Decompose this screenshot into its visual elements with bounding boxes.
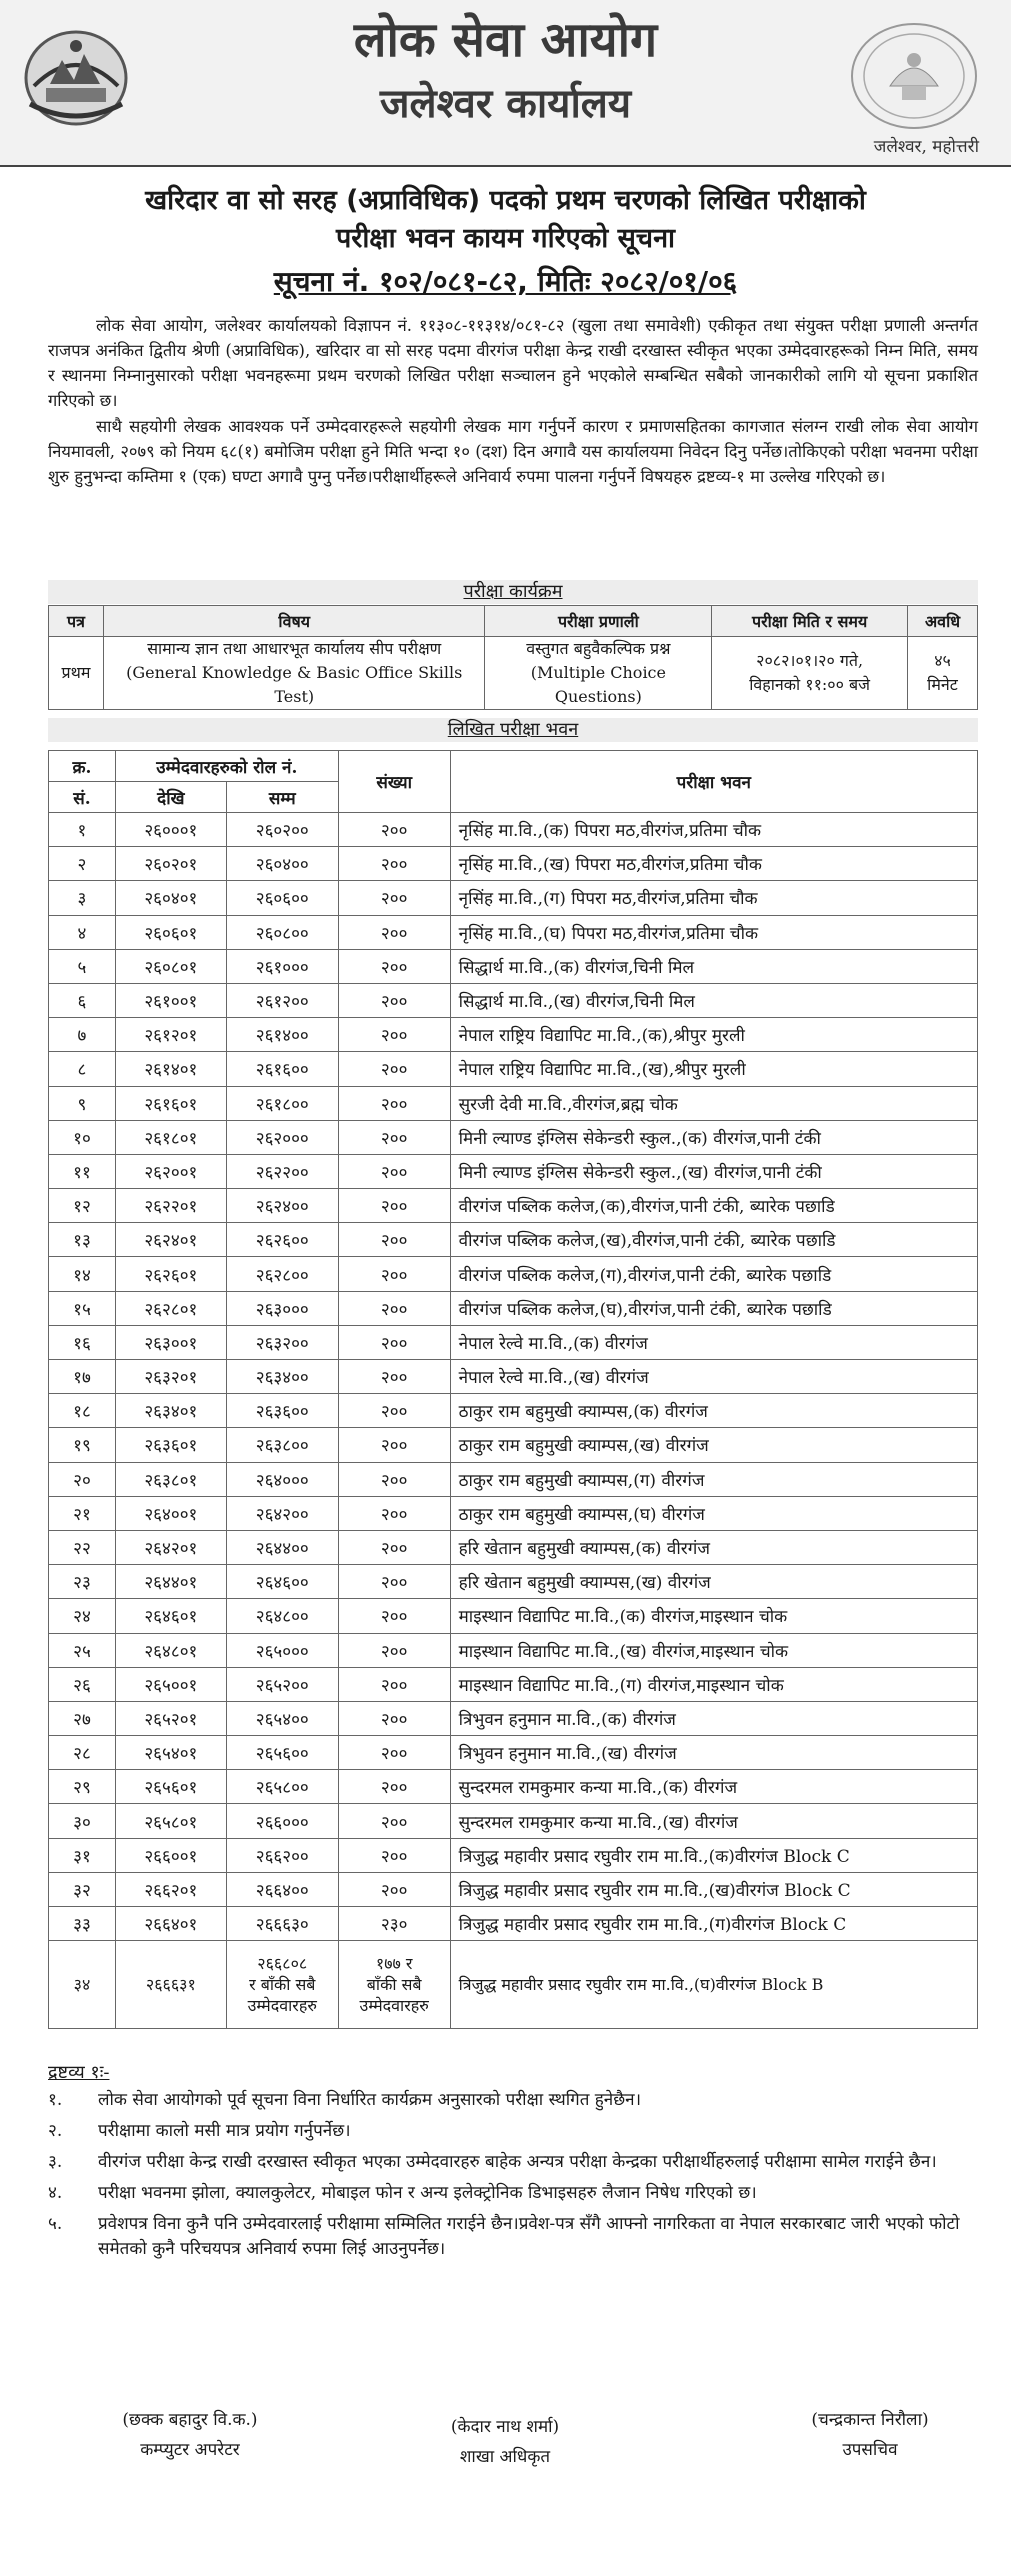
table-row	[49, 1223, 978, 1257]
sn-cell: २२	[49, 1530, 116, 1564]
venue-cell: ठाकुर राम बहुमुखी क्याम्पस,(क) वीरगंज	[450, 1394, 977, 1428]
count-cell: २००	[338, 1496, 450, 1530]
office-name: जलेश्वर कार्यालय	[379, 80, 632, 127]
count-line: उम्मेदवारहरु	[359, 1996, 429, 2016]
from-cell: २६६६३१	[115, 1941, 226, 2029]
to-cell: २६३०००	[226, 1291, 338, 1325]
note-number: १.	[48, 2090, 63, 2110]
col-venue: परीक्षा भवन	[450, 751, 977, 813]
from-cell: २६४००१	[115, 1496, 226, 1530]
instructions-paragraph: साथै सहयोगी लेखक आवश्यक पर्ने उम्मेदवारहरूले सहयोगी लेखक माग गर्नुपर्ने कारण र प्रमाणसहितका कागजात संलग्न राखी लोक सेवा आयोग नियमावली, २०७९ को नियम ६८(१) बमोजिम परीक्षा हुने मिति भन्दा १० (दश) दिन अगावै यस कार्यालयमा निवेदन दिनु पर्नेछ।तोकिएको परीक्षा भवनमा परीक्षा शुरु हुनुभन्दा कम्तिमा १ (एक) घण्टा अगावै पुग्नु पर्नेछ।परीक्षार्थीहरूले अनिवार्य रुपमा पालना गर्नुपर्ने विषयहरु द्रष्टव्य-१ मा उल्लेख गरिएको छ।	[48, 417, 978, 486]
count-cell: २००	[338, 1257, 450, 1291]
col-system: परीक्षा प्रणाली	[485, 606, 712, 637]
sn-cell: ३३	[49, 1907, 116, 1941]
table-row	[49, 1565, 978, 1599]
to-cell: २६२२००	[226, 1154, 338, 1188]
to-cell: २६६६३०	[226, 1907, 338, 1941]
count-cell: २००	[338, 1120, 450, 1154]
venue-cell: वीरगंज पब्लिक कलेज,(क),वीरगंज,पानी टंकी, ब्यारेक पछाडि	[450, 1189, 977, 1223]
venue-cell: नेपाल राष्ट्रिय विद्यापिट मा.वि.,(क),श्रीपुर मुरली	[450, 1018, 977, 1052]
to-cell: २६१०००	[226, 949, 338, 983]
from-cell: २६५६०१	[115, 1770, 226, 1804]
letterhead	[0, 0, 1011, 167]
count-cell: २००	[338, 1462, 450, 1496]
table-row	[49, 1257, 978, 1291]
psc-seal-icon	[846, 20, 982, 132]
note-text: परीक्षा भवनमा झोला, क्यालकुलेटर, मोबाइल फोन र अन्य इलेक्ट्रोनिक डिभाइसहरु लैजान निषेध गरिएको छ।	[98, 2183, 757, 2203]
to-cell: २६१४००	[226, 1018, 338, 1052]
count-cell: २००	[338, 847, 450, 881]
sn-cell: १७	[49, 1360, 116, 1394]
notice-title-line2: परीक्षा भवन कायम गरिएको सूचना	[335, 223, 676, 254]
to-cell: २६३८००	[226, 1428, 338, 1462]
venue-caption: लिखित परीक्षा भवन	[48, 718, 978, 742]
venue-cell: त्रिजुद्ध महावीर प्रसाद रघुवीर राम मा.वि.,(क)वीरगंज Block C	[450, 1838, 977, 1872]
to-cell: २६२८००	[226, 1257, 338, 1291]
count-cell: २००	[338, 1565, 450, 1599]
from-cell: २६२८०१	[115, 1291, 226, 1325]
program-header-row	[49, 606, 978, 637]
from-cell: २६२४०१	[115, 1223, 226, 1257]
to-cell: २६२६००	[226, 1223, 338, 1257]
table-row	[49, 1086, 978, 1120]
subject-np: सामान्य ज्ञान तथा आधारभूत कार्यालय सीप परीक्षण	[147, 639, 442, 658]
venue-cell: सिद्धार्थ मा.वि.,(ख) वीरगंज,चिनी मिल	[450, 983, 977, 1017]
notice-title-line1: खरिदार वा सो सरह (अप्राविधिक) पदको प्रथम चरणको लिखित परीक्षाको	[145, 185, 866, 216]
signatory-role: उपसचिव	[842, 2440, 898, 2460]
venue-cell: माइस्थान विद्यापिट मा.वि.,(क) वीरगंज,माइस्थान चोक	[450, 1599, 977, 1633]
table-row	[49, 1394, 978, 1428]
venue-cell: नेपाल रेल्वे मा.वि.,(क) वीरगंज	[450, 1325, 977, 1359]
table-row	[49, 1941, 978, 2029]
sn-cell: २	[49, 847, 116, 881]
to-cell: २६६४००	[226, 1872, 338, 1906]
venue-cell: नृसिंह मा.वि.,(क) पिपरा मठ,वीरगंज,प्रतिमा चौक	[450, 813, 977, 847]
table-row	[49, 1360, 978, 1394]
to-cell: २६०२००	[226, 813, 338, 847]
table-row	[49, 1462, 978, 1496]
count-cell: २००	[338, 1804, 450, 1838]
note-text: प्रवेशपत्र विना कुनै पनि उम्मेदवारलाई परीक्षामा सम्मिलित गराईने छैन।प्रवेश-पत्र सँगै आफ्नो नागरिकता वा नेपाल सरकारबाट जारी भएको फोटो समेतको कुनै परिचयपत्र अनिवार्य रुपमा लिई आउनुपर्नेछ।	[98, 2214, 960, 2259]
venue-cell: वीरगंज पब्लिक कलेज,(ग),वीरगंज,पानी टंकी, ब्यारेक पछाडि	[450, 1257, 977, 1291]
venue-cell: त्रिजुद्ध महावीर प्रसाद रघुवीर राम मा.वि.,(घ)वीरगंज Block B	[450, 1941, 977, 2029]
table-row	[49, 1496, 978, 1530]
count-cell: २००	[338, 1018, 450, 1052]
sn-cell: ३	[49, 881, 116, 915]
col-subject: विषय	[103, 606, 485, 637]
note-text: वीरगंज परीक्षा केन्द्र राखी दरखास्त स्वीकृत भएका उम्मेदवारहरु बाहेक अन्यत्र परीक्षा केन्द्रका परीक्षार्थीहरुलाई परीक्षामा सामेल गराईने छैन।	[98, 2152, 937, 2172]
venue-rows	[49, 813, 978, 2029]
count-cell: २००	[338, 1838, 450, 1872]
col-from: देखि	[115, 782, 226, 813]
count-cell: २००	[338, 1052, 450, 1086]
office-location: जलेश्वर, महोत्तरी	[873, 137, 979, 157]
to-cell: २६३६००	[226, 1394, 338, 1428]
venue-cell: ठाकुर राम बहुमुखी क्याम्पस,(ग) वीरगंज	[450, 1462, 977, 1496]
sn-cell: ६	[49, 983, 116, 1017]
sn-cell: १२	[49, 1189, 116, 1223]
table-row	[49, 1838, 978, 1872]
note-text: लोक सेवा आयोगको पूर्व सूचना विना निर्धारित कार्यक्रम अनुसारको परीक्षा स्थगित हुनेछैन।	[98, 2090, 642, 2110]
paper-cell: प्रथम	[49, 637, 104, 710]
col-roll: उम्मेदवारहरुको रोल नं.	[115, 751, 338, 782]
from-cell: २६०२०१	[115, 847, 226, 881]
table-row	[49, 1804, 978, 1838]
exam-time: विहानको ११:०० बजे	[749, 675, 871, 694]
sn-cell: ७	[49, 1018, 116, 1052]
count-cell: २००	[338, 1291, 450, 1325]
sn-cell: ३४	[49, 1941, 116, 2029]
count-cell: २००	[338, 1872, 450, 1906]
count-cell: २००	[338, 915, 450, 949]
from-cell: २६०६०१	[115, 915, 226, 949]
venue-cell: वीरगंज पब्लिक कलेज,(घ),वीरगंज,पानी टंकी, ब्यारेक पछाडि	[450, 1291, 977, 1325]
venue-cell: मिनी ल्याण्ड इंग्लिस सेकेन्डरी स्कुल.,(ख) वीरगंज,पानी टंकी	[450, 1154, 977, 1188]
venue-cell: ठाकुर राम बहुमुखी क्याम्पस,(ख) वीरगंज	[450, 1428, 977, 1462]
to-cell: २६५६००	[226, 1736, 338, 1770]
duration-cell	[908, 637, 978, 710]
sn-cell: ४	[49, 915, 116, 949]
table-row	[49, 1770, 978, 1804]
datetime-cell	[712, 637, 908, 710]
count-cell: २००	[338, 1770, 450, 1804]
sn-cell: २९	[49, 1770, 116, 1804]
intro-paragraph: लोक सेवा आयोग, जलेश्वर कार्यालयको विज्ञापन नं. ११३०८-११३१४/०८१-८२ (खुला तथा समावेशी) एकीकृत तथा संयुक्त परीक्षा प्रणाली अन्तर्गत राजपत्र अनंकित द्वितीय श्रेणी (अप्राविधिक), खरिदार वा सो सरह पदमा वीरगंज परीक्षा केन्द्र राखी दरखास्त स्वीकृत भएका उम्मेदवारहरूको निम्न मिति, समय र स्थानमा निम्नानुसारको परीक्षा भवनहरूमा प्रथम चरणको लिखित परीक्षा सञ्चालन हुने भएकोले सम्बन्धित सबैको जानकारीको लागि यो सूचना प्रकाशित गरिएको छ।	[48, 316, 978, 410]
from-cell: २६६४०१	[115, 1907, 226, 1941]
to-cell: २६४४००	[226, 1530, 338, 1564]
venue-cell: सुरजी देवी मा.वि.,वीरगंज,ब्रह्म चोक	[450, 1086, 977, 1120]
to-cell: २६३४००	[226, 1360, 338, 1394]
count-cell: २००	[338, 1086, 450, 1120]
table-row	[49, 1052, 978, 1086]
to-cell: २६४०००	[226, 1462, 338, 1496]
from-cell: २६३६०१	[115, 1428, 226, 1462]
signatory-name: (चन्द्रकान्त निरौला)	[811, 2410, 929, 2430]
sn-cell: २४	[49, 1599, 116, 1633]
sn-cell: ३२	[49, 1872, 116, 1906]
signature-block	[770, 2405, 970, 2465]
table-row	[49, 813, 978, 847]
count-cell: २००	[338, 1189, 450, 1223]
venue-cell: माइस्थान विद्यापिट मा.वि.,(ग) वीरगंज,माइस्थान चोक	[450, 1667, 977, 1701]
venue-cell: नृसिंह मा.वि.,(ख) पिपरा मठ,वीरगंज,प्रतिमा चौक	[450, 847, 977, 881]
table-row	[49, 1736, 978, 1770]
table-row	[49, 1599, 978, 1633]
from-cell: २६०००१	[115, 813, 226, 847]
note-item	[48, 2181, 978, 2206]
sn-cell: १९	[49, 1428, 116, 1462]
to-cell: २६४६००	[226, 1565, 338, 1599]
signatory-role: शाखा अधिकृत	[459, 2447, 551, 2467]
sn-cell: ९	[49, 1086, 116, 1120]
from-cell: २६२६०१	[115, 1257, 226, 1291]
from-cell: २६०४०१	[115, 881, 226, 915]
to-cell: २६४२००	[226, 1496, 338, 1530]
from-cell: २६६२०१	[115, 1872, 226, 1906]
venue-cell: वीरगंज पब्लिक कलेज,(ख),वीरगंज,पानी टंकी, ब्यारेक पछाडि	[450, 1223, 977, 1257]
table-row	[49, 915, 978, 949]
from-cell: २६१००१	[115, 983, 226, 1017]
count-cell: २००	[338, 1530, 450, 1564]
table-row	[49, 881, 978, 915]
program-caption: परीक्षा कार्यक्रम	[48, 580, 978, 604]
table-row	[49, 983, 978, 1017]
duration-value: ४५	[934, 651, 951, 670]
venue-cell: नेपाल राष्ट्रिय विद्यापिट मा.वि.,(ख),श्रीपुर मुरली	[450, 1052, 977, 1086]
from-cell: २६१२०१	[115, 1018, 226, 1052]
venue-cell: सुन्दरमल रामकुमार कन्या मा.वि.,(क) वीरगंज	[450, 1770, 977, 1804]
duration-unit: मिनेट	[927, 675, 958, 694]
exam-venue-table	[48, 750, 978, 2029]
sn-cell: ५	[49, 949, 116, 983]
count-cell	[338, 1941, 450, 2029]
table-row	[49, 1018, 978, 1052]
sn-cell: २७	[49, 1701, 116, 1735]
note-number: ५.	[48, 2214, 63, 2234]
from-cell: २६३८०१	[115, 1462, 226, 1496]
from-cell: २६६००१	[115, 1838, 226, 1872]
org-name: लोक सेवा आयोग	[353, 12, 658, 68]
signatory-name: (छक्क बहादुर वि.क.)	[122, 2410, 258, 2430]
sn-cell: १४	[49, 1257, 116, 1291]
table-row	[49, 1154, 978, 1188]
count-cell: २००	[338, 1633, 450, 1667]
count-cell: २३०	[338, 1907, 450, 1941]
from-cell: २६३००१	[115, 1325, 226, 1359]
count-cell: २००	[338, 881, 450, 915]
from-cell: २६३४०१	[115, 1394, 226, 1428]
venue-cell: माइस्थान विद्यापिट मा.वि.,(ख) वीरगंज,माइस्थान चोक	[450, 1633, 977, 1667]
from-cell: २६१८०१	[115, 1120, 226, 1154]
count-cell: २००	[338, 1701, 450, 1735]
from-cell: २६५००१	[115, 1667, 226, 1701]
count-cell: २००	[338, 813, 450, 847]
note-item	[48, 2088, 978, 2113]
from-cell: २६४४०१	[115, 1565, 226, 1599]
count-cell: २००	[338, 983, 450, 1017]
from-cell: २६५२०१	[115, 1701, 226, 1735]
table-row	[49, 1872, 978, 1906]
count-cell: २००	[338, 1360, 450, 1394]
venue-cell: नृसिंह मा.वि.,(ग) पिपरा मठ,वीरगंज,प्रतिमा चौक	[450, 881, 977, 915]
sn-cell: ३०	[49, 1804, 116, 1838]
sn-cell: २०	[49, 1462, 116, 1496]
count-cell: २००	[338, 1223, 450, 1257]
sn-cell: १८	[49, 1394, 116, 1428]
count-cell: २००	[338, 1325, 450, 1359]
from-cell: २६५८०१	[115, 1804, 226, 1838]
to-cell: २६६०००	[226, 1804, 338, 1838]
subject-en: (General Knowledge & Basic Office Skills Test)	[126, 663, 463, 706]
to-cell: २६०४००	[226, 847, 338, 881]
count-line: बाँकी सबै	[366, 1975, 422, 1995]
from-cell: २६२००१	[115, 1154, 226, 1188]
subject-cell	[103, 637, 485, 710]
to-cell: २६०६००	[226, 881, 338, 915]
signature-block	[395, 2412, 615, 2472]
note-item	[48, 2119, 978, 2144]
venue-header-row	[49, 751, 978, 782]
system-cell	[485, 637, 712, 710]
to-cell: २६५४००	[226, 1701, 338, 1735]
table-row	[49, 1907, 978, 1941]
sn-cell: ३१	[49, 1838, 116, 1872]
from-cell: २६५४०१	[115, 1736, 226, 1770]
to-line: उम्मेदवारहरु	[247, 1996, 317, 2016]
sn-cell: १६	[49, 1325, 116, 1359]
to-cell	[226, 1941, 338, 2029]
table-row	[49, 1701, 978, 1735]
table-row	[49, 1120, 978, 1154]
to-cell: २६५०००	[226, 1633, 338, 1667]
venue-cell: त्रिभुवन हनुमान मा.वि.,(क) वीरगंज	[450, 1701, 977, 1735]
notice-number: सूचना नं. १०२/०८१-८२, मितिः २०८२/०१/०६	[273, 265, 738, 298]
venue-cell: सुन्दरमल रामकुमार कन्या मा.वि.,(ख) वीरगंज	[450, 1804, 977, 1838]
note-item	[48, 2150, 978, 2175]
note-number: ४.	[48, 2183, 63, 2203]
to-cell: २६२४००	[226, 1189, 338, 1223]
venue-cell: त्रिजुद्ध महावीर प्रसाद रघुवीर राम मा.वि.,(ग)वीरगंज Block C	[450, 1907, 977, 1941]
table-row	[49, 949, 978, 983]
sn-cell: ११	[49, 1154, 116, 1188]
to-cell: २६६२००	[226, 1838, 338, 1872]
sn-cell: १५	[49, 1291, 116, 1325]
to-cell: २६५८००	[226, 1770, 338, 1804]
system-np: वस्तुगत बहुवैकल्पिक प्रश्न	[526, 639, 671, 658]
sn-cell: १	[49, 813, 116, 847]
note-item	[48, 2212, 978, 2262]
table-row	[49, 1291, 978, 1325]
table-row	[49, 1428, 978, 1462]
table-row	[49, 1325, 978, 1359]
sn-cell: २३	[49, 1565, 116, 1599]
venue-cell: त्रिजुद्ध महावीर प्रसाद रघुवीर राम मा.वि.,(ख)वीरगंज Block C	[450, 1872, 977, 1906]
from-cell: २६४२०१	[115, 1530, 226, 1564]
to-cell: २६१६००	[226, 1052, 338, 1086]
count-cell: २००	[338, 1599, 450, 1633]
from-cell: २६१४०१	[115, 1052, 226, 1086]
from-cell: २६२२०१	[115, 1189, 226, 1223]
count-cell: २००	[338, 949, 450, 983]
to-cell: २६१८००	[226, 1086, 338, 1120]
note-number: २.	[48, 2121, 63, 2141]
signature-block	[80, 2405, 300, 2465]
venue-cell: त्रिभुवन हनुमान मा.वि.,(ख) वीरगंज	[450, 1736, 977, 1770]
venue-cell: ठाकुर राम बहुमुखी क्याम्पस,(घ) वीरगंज	[450, 1496, 977, 1530]
col-count: संख्या	[338, 751, 450, 813]
to-cell: २६१२००	[226, 983, 338, 1017]
exam-date: २०८२।०१।२० गते,	[756, 651, 864, 670]
from-cell: २६१६०१	[115, 1086, 226, 1120]
from-cell: २६३२०१	[115, 1360, 226, 1394]
venue-cell: नृसिंह मा.वि.,(घ) पिपरा मठ,वीरगंज,प्रतिमा चौक	[450, 915, 977, 949]
sn-cell: २६	[49, 1667, 116, 1701]
sn-cell: १०	[49, 1120, 116, 1154]
count-cell: २००	[338, 1394, 450, 1428]
venue-cell: हरि खेतान बहुमुखी क्याम्पस,(ख) वीरगंज	[450, 1565, 977, 1599]
from-cell: २६०८०१	[115, 949, 226, 983]
sn-cell: २५	[49, 1633, 116, 1667]
table-row	[49, 1633, 978, 1667]
sn-cell: ८	[49, 1052, 116, 1086]
exam-program-table	[48, 605, 978, 710]
venue-cell: नेपाल रेल्वे मा.वि.,(ख) वीरगंज	[450, 1360, 977, 1394]
col-to: सम्म	[226, 782, 338, 813]
to-cell: २६२०००	[226, 1120, 338, 1154]
count-cell: २००	[338, 1428, 450, 1462]
venue-cell: मिनी ल्याण्ड इंग्लिस सेकेन्डरी स्कुल.,(क) वीरगंज,पानी टंकी	[450, 1120, 977, 1154]
table-row	[49, 1189, 978, 1223]
sn-cell: २८	[49, 1736, 116, 1770]
count-line: १७७ र	[375, 1954, 413, 1974]
program-row	[49, 637, 978, 710]
venue-cell: हरि खेतान बहुमुखी क्याम्पस,(क) वीरगंज	[450, 1530, 977, 1564]
signatory-role: कम्प्युटर अपरेटर	[140, 2440, 240, 2460]
system-en: (Multiple Choice Questions)	[530, 663, 666, 706]
table-row	[49, 847, 978, 881]
count-cell: २००	[338, 1736, 450, 1770]
from-cell: २६४८०१	[115, 1633, 226, 1667]
note-text: परीक्षामा कालो मसी मात्र प्रयोग गर्नुपर्नेछ।	[98, 2121, 351, 2141]
to-cell: २६४८००	[226, 1599, 338, 1633]
note-number: ३.	[48, 2152, 63, 2172]
table-row	[49, 1667, 978, 1701]
to-cell: २६५२००	[226, 1667, 338, 1701]
to-line: २६६८०८	[257, 1954, 308, 1974]
from-cell: २६४६०१	[115, 1599, 226, 1633]
col-duration: अवधि	[908, 606, 978, 637]
to-cell: २६०८००	[226, 915, 338, 949]
signatory-name: (केदार नाथ शर्मा)	[450, 2417, 560, 2437]
sn-cell: १३	[49, 1223, 116, 1257]
to-cell: २६३२००	[226, 1325, 338, 1359]
col-datetime: परीक्षा मिति र समय	[712, 606, 908, 637]
table-row	[49, 1530, 978, 1564]
notes-title: द्रष्टव्य १ः-	[48, 2062, 110, 2083]
count-cell: २००	[338, 1667, 450, 1701]
sn-cell: २१	[49, 1496, 116, 1530]
col-sn-line2: सं.	[49, 782, 116, 813]
notes-list	[48, 2088, 978, 2268]
col-sn-line1: क्र.	[49, 751, 116, 782]
venue-cell: सिद्धार्थ मा.वि.,(क) वीरगंज,चिनी मिल	[450, 949, 977, 983]
col-paper: पत्र	[49, 606, 104, 637]
to-line: र बाँकी सबै	[249, 1975, 316, 1995]
count-cell: २००	[338, 1154, 450, 1188]
